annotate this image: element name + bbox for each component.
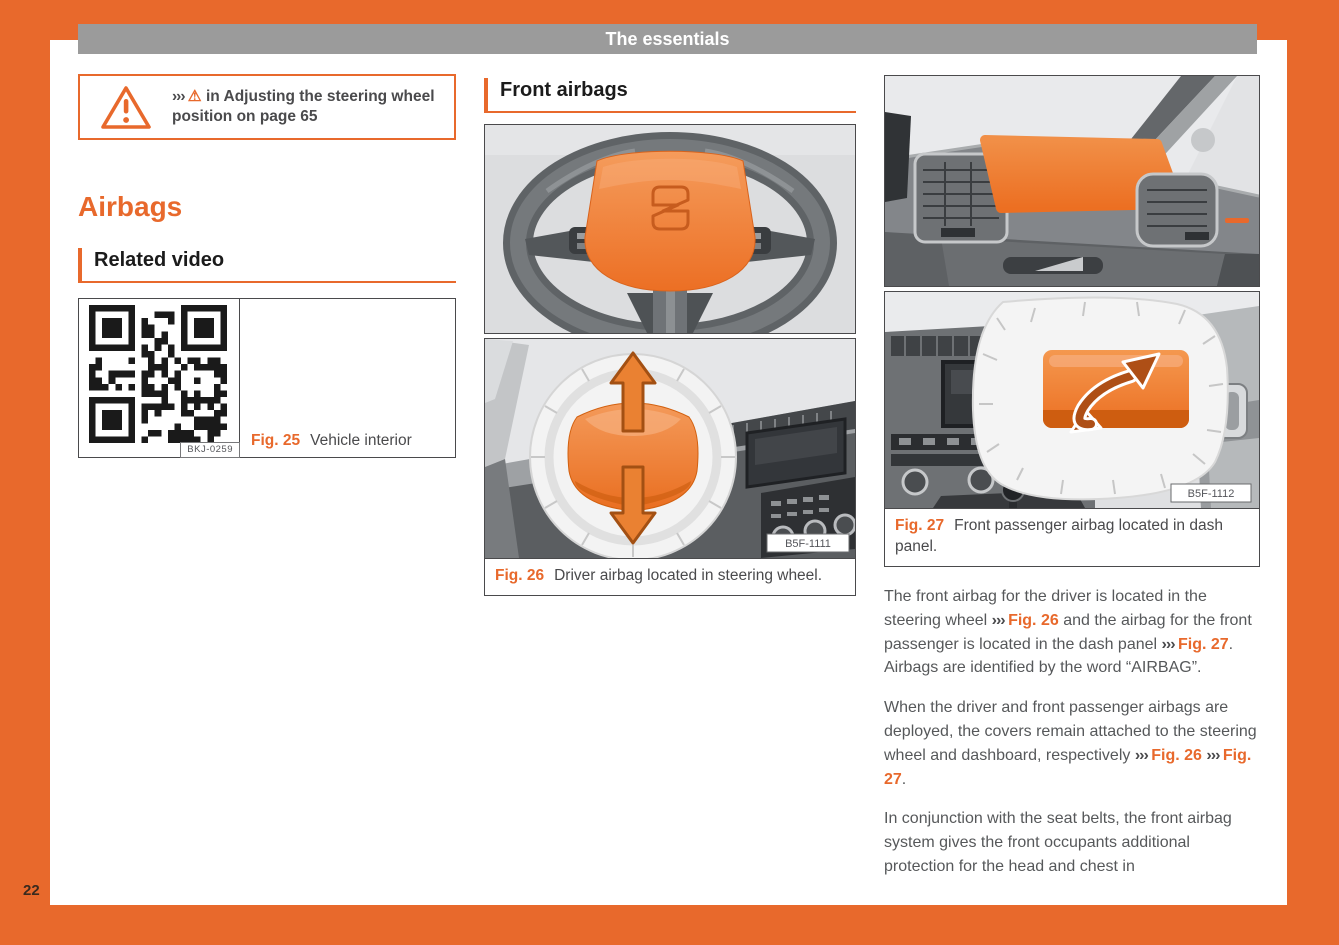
steering-wheel-illustration [485,125,855,333]
page-number: 22 [23,882,40,899]
image-code-tag: B5F-1112 [1187,488,1235,500]
paragraph [884,696,1262,791]
paragraph [884,585,1262,680]
text-segment: Fig. 26 [1008,611,1059,629]
dashboard-illustration [885,76,1259,286]
text-segment: The front airbag for the driver is located in the steering wheel [884,588,1207,629]
text-segment: . [901,770,907,788]
figure-caption [484,558,856,596]
warning-triangle-icon [80,84,172,131]
figure-caption [251,432,412,450]
text-segment: . Airbags are identified by the word “AIRBAG”. [884,635,1234,677]
figure-caption [884,508,1260,567]
page-title: Airbags [78,191,183,222]
figure-27 [884,75,1260,567]
figure-label: Fig. 26 [495,567,545,584]
figure-caption-text: Driver airbag located in steering wheel. [554,567,823,584]
figure-caption-text: Front passenger airbag located in dash panel. [895,517,1223,555]
text-segment: Fig. 27 [1177,635,1229,653]
qr-cell [79,299,240,457]
text-segment: ⚠ [187,88,206,105]
image-code-tag: BKJ-0259 [180,442,240,458]
figure-label: Fig. 27 [895,517,945,534]
image-code-tag: B5F-1111 [785,538,831,550]
passenger-airbag-deployed-image [884,291,1260,509]
header-title: The essentials [605,28,730,49]
text-segment: In conjunction with the seat belts, the front airbag system gives the front occupants additional protection for the head and chest in [884,810,1232,875]
figure-label: Fig. 25 [251,432,301,449]
body-text [884,585,1262,895]
text-segment: in Adjusting the steering wheel position on page 65 [172,88,435,125]
driver-airbag-deployed-image [484,338,856,559]
header-bar [78,24,1257,54]
paragraph [884,807,1262,878]
text-segment: ››› [1206,746,1223,764]
figure-26 [484,124,856,596]
figure-caption-text: Vehicle interior [310,432,412,449]
passenger-airbag-illustration [885,292,1259,508]
driver-airbag-illustration [485,339,855,558]
text-segment: When the driver and front passenger airbags are deployed, the covers remain attached to the steering wheel and dashboard, respectively [884,699,1257,764]
warning-box [78,74,456,140]
text-segment: Fig. 26 [1151,746,1202,764]
text-segment: and the airbag for the front passenger is located in the dash panel [884,611,1252,653]
text-segment: ››› [991,611,1009,629]
text-segment: ››› [1134,746,1152,764]
dashboard-image [884,75,1260,287]
section-heading-related-video: Related video [78,248,456,283]
page [50,28,1287,905]
text-segment: Fig. 27 [884,746,1252,788]
figure-25 [78,298,456,458]
figure-25-caption-cell [240,299,455,457]
section-heading-front-airbags: Front airbags [484,78,856,113]
warning-text [172,87,454,127]
text-segment: ››› [172,88,188,105]
steering-wheel-image [484,124,856,334]
text-segment: ››› [1161,635,1178,653]
qr-code-image [89,305,227,443]
